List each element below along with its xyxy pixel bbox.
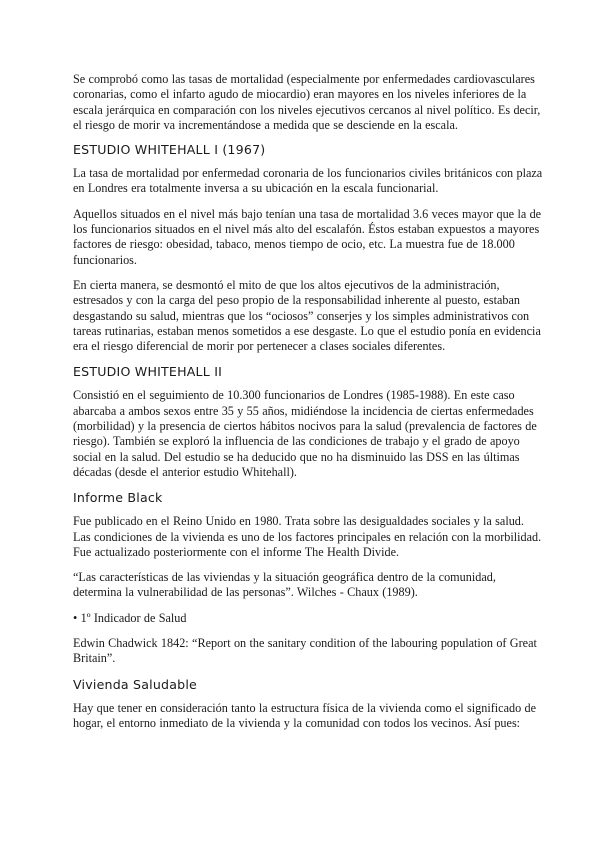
paragraph: Aquellos situados en el nivel más bajo tenían una tasa de mortalidad 3.6 veces mayor que la de los funcionarios situados en el nivel más alto del escalafón. Éstos estaban expuestos a mayores factores de riesgo: obesidad, tabaco, menos tiempo de ocio, etc. La muestra fue de 18.000 funcionarios. bbox=[73, 206, 542, 267]
document-page bbox=[73, 72, 543, 741]
intro-paragraph: Se comprobó como las tasas de mortalidad (especialmente por enfermedades cardiovasculares coronarias, como el infarto agudo de miocardio) eran mayores en los niveles inferiores de la escala jerárquica en comparación con los niveles ejecutivos cercanos al nivel político. Es decir, el riesgo de morir va incrementándose a medida que se desciende en la escala. bbox=[73, 72, 541, 132]
bullet-item: • 1º Indicador de Salud bbox=[73, 610, 187, 625]
paragraph: Edwin Chadwick 1842: “Report on the sanitary condition of the labouring population of Great Britain”. bbox=[73, 636, 537, 666]
paragraph: Hay que tener en consideración tanto la estructura física de la vivienda como el significado de hogar, el entorno inmediato de la vivienda y la comunidad con todos los vecinos. Así pues: bbox=[73, 700, 537, 730]
paragraph: La tasa de mortalidad por enfermedad coronaria de los funcionarios civiles británicos con plaza en Londres era totalmente inversa a su ubicación en la escala funcionarial. bbox=[73, 166, 543, 196]
section-heading-vivienda-saludable: Vivienda Saludable bbox=[73, 676, 197, 692]
paragraph: En cierta manera, se desmontó el mito de que los altos ejecutivos de la administración, estresados y con la carga del peso propio de la responsabilidad inherente al puesto, estaban desgastando su salud, mientras que los “ociosos” conserjes y los simples administrativos con tareas rutinarias, estaban menos sometidos a ese desgaste. Lo que el estudio ponía en evidencia era el riesgo diferencial de morir por pertenecer a clases sociales diferentes. bbox=[73, 277, 541, 354]
section-heading-informe-black: Informe Black bbox=[73, 490, 163, 506]
paragraph: Fue publicado en el Reino Unido en 1980. Trata sobre las desigualdades sociales y la salud. Las condiciones de la vivienda es uno de los factores principales en relación con la morbilidad. Fue actualizado posteriormente con el informe The Health Divide. bbox=[73, 514, 542, 559]
paragraph: Consistió en el seguimiento de 10.300 funcionarios de Londres (1985-1988). En este caso abarcaba a ambos sexos entre 35 y 55 años, midiéndose la incidencia de ciertas enfermedades (morbilidad) y la presencia de ciertos hábitos nocivos para la salud (prevalencia de factores de riesgo). También se exploró la influencia de las condiciones de trabajo y el grado de apoyo social en la salud. Del estudio se ha deducido que no ha disminuido las DSS en las últimas décadas (desde el anterior estudio Whitehall). bbox=[73, 388, 537, 479]
quote-paragraph: “Las características de las viviendas y la situación geográfica dentro de la comunidad, determina la vulnerabilidad de las personas”. Wilches - Chaux (1989). bbox=[73, 570, 496, 600]
section-heading-whitehall-1: ESTUDIO WHITEHALL I (1967) bbox=[73, 142, 266, 158]
section-heading-whitehall-2: ESTUDIO WHITEHALL II bbox=[73, 364, 223, 380]
